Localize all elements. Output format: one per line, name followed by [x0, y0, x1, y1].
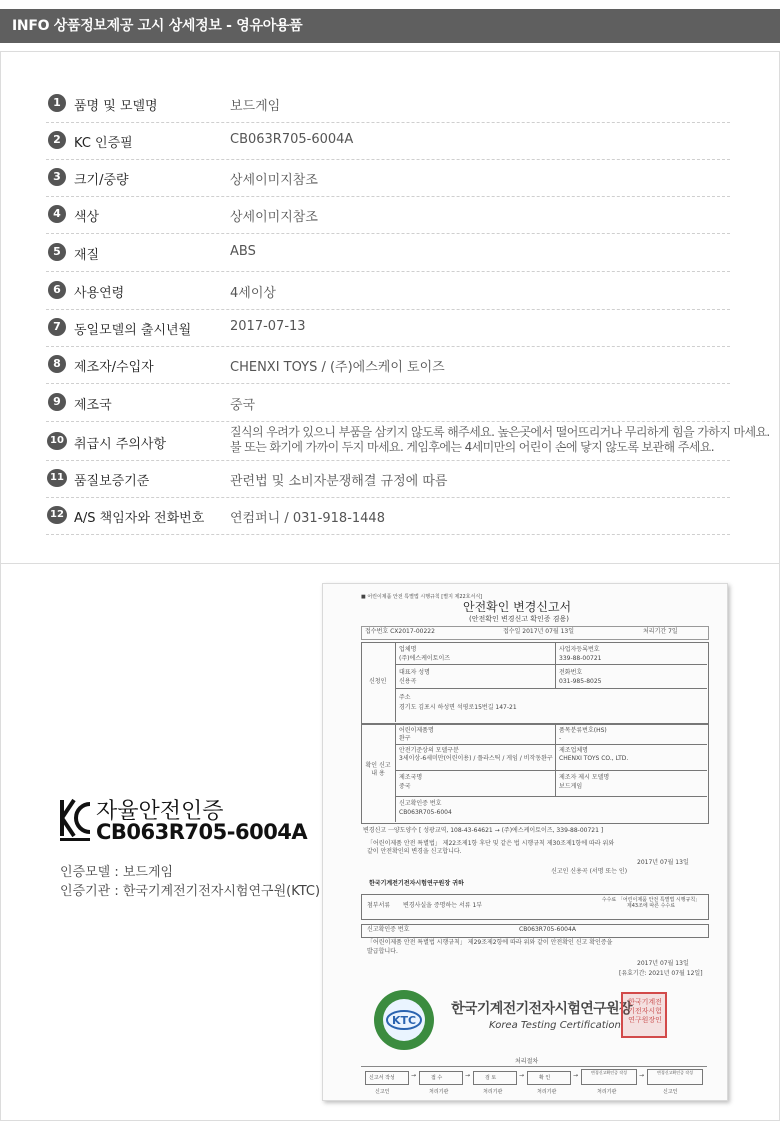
row-value: 연컴퍼니 / 031-918-1448	[230, 511, 385, 526]
ktc-seal-text: KTC	[391, 1014, 417, 1027]
doc-rep: 신용곡	[399, 678, 417, 685]
info-row	[46, 160, 730, 197]
flow-arrow-icon: →	[465, 1072, 471, 1079]
flow-sub-label: 처리기관	[597, 1089, 617, 1095]
row-label: 색상	[74, 210, 100, 225]
flow-step-label: 확 인	[539, 1075, 551, 1081]
doc-fee: 수수료 「어린이제품 안전 특별법 시행규칙」 제43조에 따른 수수료	[601, 897, 701, 909]
flow-sub-label: 처리기관	[483, 1089, 503, 1095]
doc-change: 변경신고 ㅡ양도양수 [ 성광교역, 108-43-64621 → (주)에스케이토이즈, 339-88-00721 ]	[363, 827, 604, 834]
doc-applicant-label: 신청인	[369, 678, 387, 685]
flow-arrow-icon: →	[519, 1072, 525, 1079]
flow-sub-label: 처리기관	[537, 1089, 557, 1095]
doc-divider	[395, 724, 396, 822]
doc-law-text: 「어린이제품 안전 특별법」 제22조제1항 후단 및 같은 법 시행규칙 제30조제1항에 따라 위와	[367, 840, 615, 847]
doc-maker: CHENXI TOYS CO., LTD.	[559, 755, 629, 762]
flow-sub-label: 신고인	[375, 1089, 390, 1095]
row-number-badge: 9	[48, 393, 66, 411]
kc-code: CB063R705-6004A	[96, 820, 308, 844]
kc-agency: 인증기관 : 한국기계전기전자시험연구원(KTC)	[60, 884, 321, 899]
row-value: ABS	[230, 244, 256, 259]
flow-step-box	[473, 1071, 517, 1085]
doc-to: 한국기계전기전자시험연구원장 귀하	[369, 880, 464, 887]
doc-law-text: 발급합니다.	[367, 948, 398, 955]
row-value	[230, 425, 770, 455]
flow-step-box	[365, 1071, 409, 1085]
doc-product-label: 어린이제품명	[399, 727, 434, 734]
doc-org-ko: 한국기계전기전자시험연구원장	[451, 1001, 632, 1017]
info-row	[46, 273, 730, 310]
info-row	[46, 422, 770, 461]
row-number-badge: 3	[48, 168, 66, 186]
doc-attach: 변경사실을 증명하는 서류 1부	[403, 902, 483, 909]
row-number-badge: 11	[47, 469, 67, 487]
row-value: 4세이상	[230, 286, 276, 301]
kc-title: 자율안전인증	[96, 799, 224, 824]
row-label: KC 인증필	[74, 136, 133, 151]
doc-title: 안전확인 변경신고서	[463, 600, 572, 614]
flow-step-label: 변경신고확인증 작성	[656, 1070, 694, 1075]
row-number-badge: 4	[48, 205, 66, 223]
info-row	[46, 347, 730, 384]
doc-hs-label: 품목분류번호(HS)	[559, 727, 607, 734]
doc-law-text: 「어린이제품 안전 특별법 시행규칙」 제29조제2항에 따라 위와 같이 안전확인 신고 확인증을	[367, 939, 613, 946]
doc-law-text: 같이 안전확인의 변경을 신고합니다.	[367, 848, 462, 855]
row-label: 품질보증기준	[74, 474, 150, 489]
doc-issue-date: 2017년 07월 13일	[637, 960, 689, 967]
certificate-document	[322, 583, 728, 1101]
doc-bizno: 339-88-00721	[559, 655, 602, 662]
doc-hs: -	[559, 735, 562, 742]
doc-bizno-label: 사업자등록번호	[559, 646, 600, 653]
doc-attach-label: 첨부서류	[367, 902, 391, 909]
kc-logo-icon	[58, 796, 92, 842]
row-number-badge: 8	[48, 355, 66, 373]
flow-sub-label: 신고인	[663, 1089, 678, 1095]
info-row	[46, 461, 730, 498]
row-label: 동일모델의 출시년월	[74, 323, 192, 338]
row-label: 취급시 주의사항	[74, 437, 167, 452]
flow-step-label: 검 토	[485, 1075, 497, 1081]
stamp-text: 한국기계전기전자시험연구원장인	[628, 998, 662, 1024]
doc-model-name: 보드게임	[559, 783, 583, 790]
doc-company: (주)에스케이토이즈	[399, 655, 451, 662]
row-number-badge: 6	[48, 281, 66, 299]
doc-receipt-date: 접수일 2017년 07월 13일	[503, 628, 575, 635]
info-row	[46, 197, 730, 234]
doc-model-name-label: 제조자 제시 모델명	[559, 774, 610, 781]
row-label: 크기/중량	[74, 173, 129, 188]
row-value-line: 질식의 우려가 있으니 부품을 삼키지 않도록 해주세요. 높은곳에서 떨어뜨리거나 무리하게 힘을 가하지 마세요.	[230, 425, 770, 439]
doc-form-note: ■ 어린이제품 안전 특별법 시행규칙 [별지 제22호서식]	[361, 594, 483, 600]
flow-step-box	[527, 1071, 571, 1085]
row-label: A/S 책임자와 전화번호	[74, 511, 205, 526]
row-value: CHENXI TOYS / (주)에스케이 토이즈	[230, 360, 445, 375]
doc-period: 처리기간 7일	[643, 628, 678, 635]
flow-arrow-icon: →	[573, 1072, 579, 1079]
doc-valid: [유효기간: 2021년 07월 12일]	[619, 970, 703, 977]
row-number-badge: 5	[48, 243, 66, 261]
doc-org-en: Korea Testing Certification	[489, 1020, 621, 1031]
doc-divider	[395, 642, 396, 722]
info-row	[46, 123, 730, 160]
section-header	[0, 9, 780, 43]
flow-arrow-icon: →	[639, 1072, 645, 1079]
row-label: 제조자/수입자	[74, 360, 154, 375]
doc-maker-label: 제조업체명	[559, 747, 588, 754]
doc-sign: 신고인 신용곡 (서명 또는 인)	[551, 868, 628, 875]
row-value: 상세이미지참조	[230, 210, 318, 225]
row-label: 제조국	[74, 398, 112, 413]
doc-sign-date: 2017년 07월 13일	[637, 859, 689, 866]
row-number-badge: 12	[47, 506, 67, 524]
ktc-seal-icon	[373, 989, 435, 1051]
doc-company-label: 업체명	[399, 646, 417, 653]
row-label: 재질	[74, 248, 100, 263]
doc-phone: 031-985-8025	[559, 678, 602, 685]
doc-divider	[395, 744, 707, 745]
row-label: 품명 및 모델명	[74, 99, 158, 114]
doc-country: 중국	[399, 783, 411, 790]
row-number-badge: 10	[47, 432, 67, 450]
row-value: 2017-07-13	[230, 319, 306, 334]
doc-divider	[555, 724, 556, 796]
flow-step-box	[647, 1069, 703, 1085]
kc-model: 인증모델 : 보드게임	[60, 865, 174, 880]
info-row	[46, 498, 730, 535]
doc-divider	[361, 1066, 707, 1067]
flow-sub-label: 처리기관	[429, 1089, 449, 1095]
info-row	[46, 385, 730, 422]
doc-model-cat: 3세이상-6세미만(어린이용) / 플라스틱 / 게임 / 비작동완구	[399, 755, 553, 762]
doc-addr-label: 주소	[399, 694, 411, 701]
row-number-badge: 7	[48, 318, 66, 336]
flow-arrow-icon: →	[411, 1072, 417, 1079]
flow-step-label: 신고서 작성	[369, 1075, 395, 1081]
doc-cert-no: CB063R705-6004	[399, 809, 452, 816]
doc-country-label: 제조국명	[399, 774, 423, 781]
row-value: CB063R705-6004A	[230, 132, 354, 147]
info-row	[46, 235, 730, 272]
doc-product: 완구	[399, 735, 411, 742]
doc-subtitle: (안전확인 변경신고 확인증 겸용)	[469, 615, 570, 623]
doc-divider	[555, 642, 556, 688]
doc-divider	[395, 796, 707, 797]
row-label: 사용연령	[74, 286, 125, 301]
official-stamp	[621, 992, 667, 1038]
row-number-badge: 1	[48, 94, 66, 112]
doc-addr: 경기도 김포시 하성면 석평로15번길 147-21	[399, 704, 517, 711]
flow-step-label: 접 수	[431, 1075, 443, 1081]
doc-flow-title: 처리절차	[515, 1058, 539, 1065]
doc-cert-label: 신고확인증 번호	[367, 926, 410, 933]
doc-rep-label: 대표자 성명	[399, 669, 430, 676]
doc-divider	[395, 688, 707, 689]
flow-step-label: 변경신고확인증 작성	[590, 1070, 628, 1075]
doc-cert-value: CB063R705-6004A	[519, 926, 576, 933]
doc-cert-no-label: 신고확인증 번호	[399, 800, 442, 807]
row-value: 중국	[230, 398, 256, 413]
row-value: 상세이미지참조	[230, 173, 318, 188]
row-value-line: 불 또는 화기에 가까이 두지 마세요. 게임후에는 4세미만의 어린이 손에 닿지 않도록 보관해 주세요.	[230, 440, 714, 454]
row-value: 관련법 및 소비자분쟁해결 규정에 따름	[230, 474, 448, 489]
doc-model-cat-label: 안전기준상의 모델구분	[399, 747, 459, 754]
row-number-badge: 2	[48, 131, 66, 149]
doc-receipt-no: 접수번호 CX2017-00222	[365, 628, 435, 635]
row-value: 보드게임	[230, 99, 281, 114]
doc-content-label: 확인 신고 내 용	[365, 762, 391, 777]
flow-step-box	[419, 1071, 463, 1085]
section-title: INFO 상품정보제공 고시 상세정보 - 영유아용품	[12, 18, 303, 34]
doc-divider	[395, 664, 707, 665]
flow-step-box	[581, 1069, 637, 1085]
info-row	[46, 86, 730, 123]
doc-phone-label: 전화번호	[559, 669, 583, 676]
doc-divider	[395, 770, 707, 771]
info-row	[46, 310, 730, 347]
